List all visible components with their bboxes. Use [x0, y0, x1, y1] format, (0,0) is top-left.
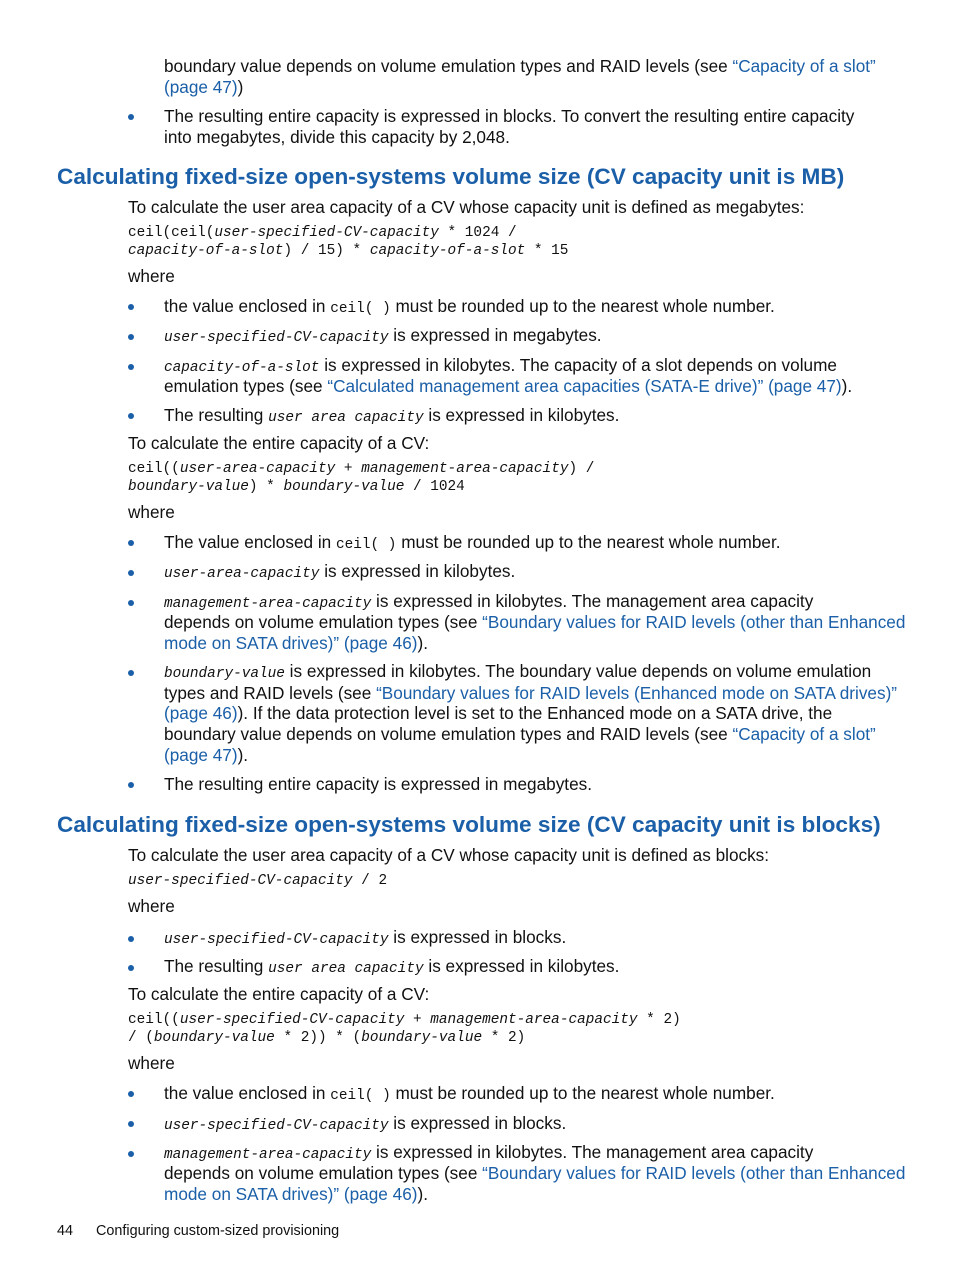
text: is expressed in kilobytes.: [423, 405, 620, 425]
bullet-text: [164, 376, 852, 397]
link-boundary-values-enhanced[interactable]: “Boundary values for RAID levels (Enhanced mode on SATA drives)”: [376, 683, 898, 703]
code-var: capacity-of-a-slot: [369, 243, 526, 259]
text: The value enclosed in: [164, 532, 336, 552]
text: must be rounded up to the nearest whole number.: [390, 296, 775, 316]
section-heading-mb: Calculating fixed-size open-systems volume size (CV capacity unit is MB): [57, 164, 845, 189]
bullet-text: The resulting entire capacity is expressed in blocks. To convert the resulting entire capacity: [164, 106, 855, 126]
code-var: user-specified-CV-capacity: [128, 873, 353, 889]
bullet-text: [164, 296, 775, 320]
bullet-text: The resulting entire capacity is expressed in megabytes.: [164, 774, 592, 794]
where-label: where: [128, 1053, 175, 1073]
where-label: where: [128, 896, 175, 916]
bullet-text: [164, 661, 871, 685]
code: * 1024 /: [438, 225, 517, 241]
text: The resulting: [164, 405, 269, 425]
text: is expressed in megabytes.: [388, 325, 602, 345]
text: the value enclosed in: [164, 296, 331, 316]
bullet-text: [164, 703, 832, 724]
code-formula-2: [128, 461, 594, 479]
code: / (: [128, 1030, 154, 1046]
bullet-icon: [128, 114, 134, 120]
text: is expressed in kilobytes. The management area capacity: [371, 591, 814, 611]
code: +: [335, 461, 362, 477]
bullet-icon: [128, 570, 134, 576]
code: * 2): [482, 1030, 526, 1046]
text: is expressed in blocks.: [388, 927, 567, 947]
text: depends on volume emulation types (see: [164, 1163, 483, 1183]
text: is expressed in kilobytes.: [423, 956, 620, 976]
code: +: [404, 1012, 431, 1028]
link-capacity-of-slot[interactable]: “Capacity of a slot”: [732, 724, 876, 744]
link-page-47[interactable]: (page 47): [164, 77, 238, 97]
code: ceil((: [128, 461, 180, 477]
section-heading-blocks: Calculating fixed-size open-systems volume size (CV capacity unit is blocks): [57, 812, 881, 837]
text: is expressed in kilobytes. The capacity of a slot depends on volume: [319, 355, 837, 375]
link-boundary-values-other-page[interactable]: mode on SATA drives)” (page 46): [164, 1184, 418, 1204]
code-var: user area capacity: [268, 961, 424, 977]
text: depends on volume emulation types (see: [164, 612, 483, 632]
code: * 2): [637, 1012, 681, 1028]
code: ceil( ): [330, 301, 391, 317]
code: ceil( ): [335, 537, 397, 553]
code: * 15: [525, 243, 569, 259]
bullet-text: [164, 612, 905, 633]
bullet-text: [164, 1163, 905, 1184]
link-capacity-of-slot[interactable]: “Capacity of a slot”: [732, 56, 876, 76]
code-var: user-specified-CV-capacity: [164, 1118, 389, 1134]
code-var: user-specified-CV-capacity: [164, 932, 389, 948]
code-var: boundary-value: [283, 479, 405, 495]
text: ). If the data protection level is set to the Enhanced mode on a SATA drive, the: [237, 703, 833, 723]
code-var: user-specified-CV-capacity: [214, 225, 439, 241]
link-boundary-values-other[interactable]: “Boundary values for RAID levels (other than Enhanced: [482, 612, 906, 632]
text: ).: [237, 745, 249, 765]
link-page-47[interactable]: (page 47): [164, 745, 238, 765]
code-var: user-specified-CV-capacity: [179, 1012, 405, 1028]
bullet-icon: [128, 413, 134, 419]
code: / 2: [352, 873, 388, 889]
bullet-text: [164, 633, 428, 654]
code-var: user area capacity: [268, 410, 424, 426]
bullet-text: [164, 561, 515, 585]
code: ) /: [568, 461, 595, 477]
bullet-text: [164, 956, 619, 980]
code-var: user-specified-CV-capacity: [164, 330, 389, 346]
code-formula-4-line-2: [128, 1030, 525, 1048]
text: is expressed in kilobytes.: [319, 561, 516, 581]
intro-text: To calculate the user area capacity of a CV whose capacity unit is defined as blocks:: [128, 845, 770, 865]
code: ) *: [248, 479, 284, 495]
continuation-line-2: [164, 77, 243, 98]
entire-intro-text: To calculate the entire capacity of a CV:: [128, 984, 430, 1004]
bullet-icon: [128, 670, 134, 676]
bullet-icon: [128, 1121, 134, 1127]
text: boundary value depends on volume emulation types and RAID levels (see: [164, 56, 733, 76]
footer-chapter-title: Configuring custom-sized provisioning: [96, 1223, 340, 1239]
code-var: capacity-of-a-slot: [128, 243, 284, 259]
bullet-icon: [128, 600, 134, 606]
code-var: boundary-value: [361, 1030, 483, 1046]
code-formula-3: [128, 873, 387, 891]
link-management-area-capacities[interactable]: “Calculated management area capacities (SATA-E drive)” (page 47): [327, 376, 842, 396]
entire-intro-text: To calculate the entire capacity of a CV:: [128, 433, 430, 453]
text: must be rounded up to the nearest whole number.: [396, 532, 781, 552]
link-boundary-values-other-page[interactable]: mode on SATA drives)” (page 46): [164, 633, 418, 653]
code: ) / 15) *: [283, 243, 370, 259]
code: ceil( ): [330, 1088, 391, 1104]
text: is expressed in kilobytes. The boundary value depends on volume emulation: [284, 661, 872, 681]
bullet-text: [164, 1184, 428, 1205]
code-var: user-area-capacity: [179, 461, 336, 477]
code-var: boundary-value: [128, 479, 249, 495]
bullet-text: [164, 325, 602, 349]
code: ceil((: [128, 1012, 180, 1028]
link-boundary-values-other[interactable]: “Boundary values for RAID levels (other than Enhanced: [482, 1163, 906, 1183]
where-label: where: [128, 502, 175, 522]
bullet-icon: [128, 1091, 134, 1097]
bullet-icon: [128, 965, 134, 971]
code-var: user-area-capacity: [164, 566, 320, 582]
code-formula-2-line-2: [128, 479, 465, 497]
text: ).: [417, 633, 428, 653]
bullet-text: into megabytes, divide this capacity by 2,048.: [164, 127, 510, 147]
text: is expressed in kilobytes. The management area capacity: [371, 1142, 814, 1162]
code: ceil(ceil(: [128, 225, 215, 241]
text: ).: [417, 1184, 428, 1204]
code: / 1024: [404, 479, 465, 495]
text: emulation types (see: [164, 376, 328, 396]
bullet-icon: [128, 304, 134, 310]
continuation-line-1: [164, 56, 876, 77]
bullet-text: [164, 724, 876, 745]
text: is expressed in blocks.: [388, 1113, 567, 1133]
bullet-text: [164, 532, 781, 556]
code-formula-1-line-2: [128, 243, 568, 261]
bullet-icon: [128, 364, 134, 370]
code-var: management-area-capacity: [164, 596, 372, 612]
link-page-46[interactable]: (page 46): [164, 703, 238, 723]
bullet-text: [164, 683, 897, 704]
code-var: management-area-capacity: [430, 1012, 638, 1028]
bullet-icon: [128, 334, 134, 340]
text: boundary value depends on volume emulation types and RAID levels (see: [164, 724, 733, 744]
bullet-text: [164, 927, 566, 951]
bullet-text: [164, 405, 619, 429]
code-var: management-area-capacity: [361, 461, 569, 477]
bullet-icon: [128, 1151, 134, 1157]
text: types and RAID levels (see: [164, 683, 377, 703]
bullet-icon: [128, 782, 134, 788]
code-var: boundary-value: [164, 666, 285, 682]
bullet-icon: [128, 936, 134, 942]
intro-text: To calculate the user area capacity of a CV whose capacity unit is defined as megabytes:: [128, 197, 805, 217]
page-number: 44: [57, 1223, 74, 1239]
bullet-text: [164, 1083, 775, 1107]
code-var: management-area-capacity: [164, 1147, 372, 1163]
bullet-icon: [128, 540, 134, 546]
text: must be rounded up to the nearest whole number.: [390, 1083, 775, 1103]
code-formula-1: [128, 225, 517, 243]
bullet-text: [164, 745, 248, 766]
text: The resulting: [164, 956, 269, 976]
code-formula-4: [128, 1012, 681, 1030]
text: ).: [841, 376, 853, 396]
code-var: capacity-of-a-slot: [164, 360, 320, 376]
bullet-text: [164, 1113, 566, 1137]
text: the value enclosed in: [164, 1083, 331, 1103]
code: * 2)) * (: [274, 1030, 362, 1046]
where-label: where: [128, 266, 175, 286]
text: ): [237, 77, 244, 97]
code-var: boundary-value: [153, 1030, 275, 1046]
